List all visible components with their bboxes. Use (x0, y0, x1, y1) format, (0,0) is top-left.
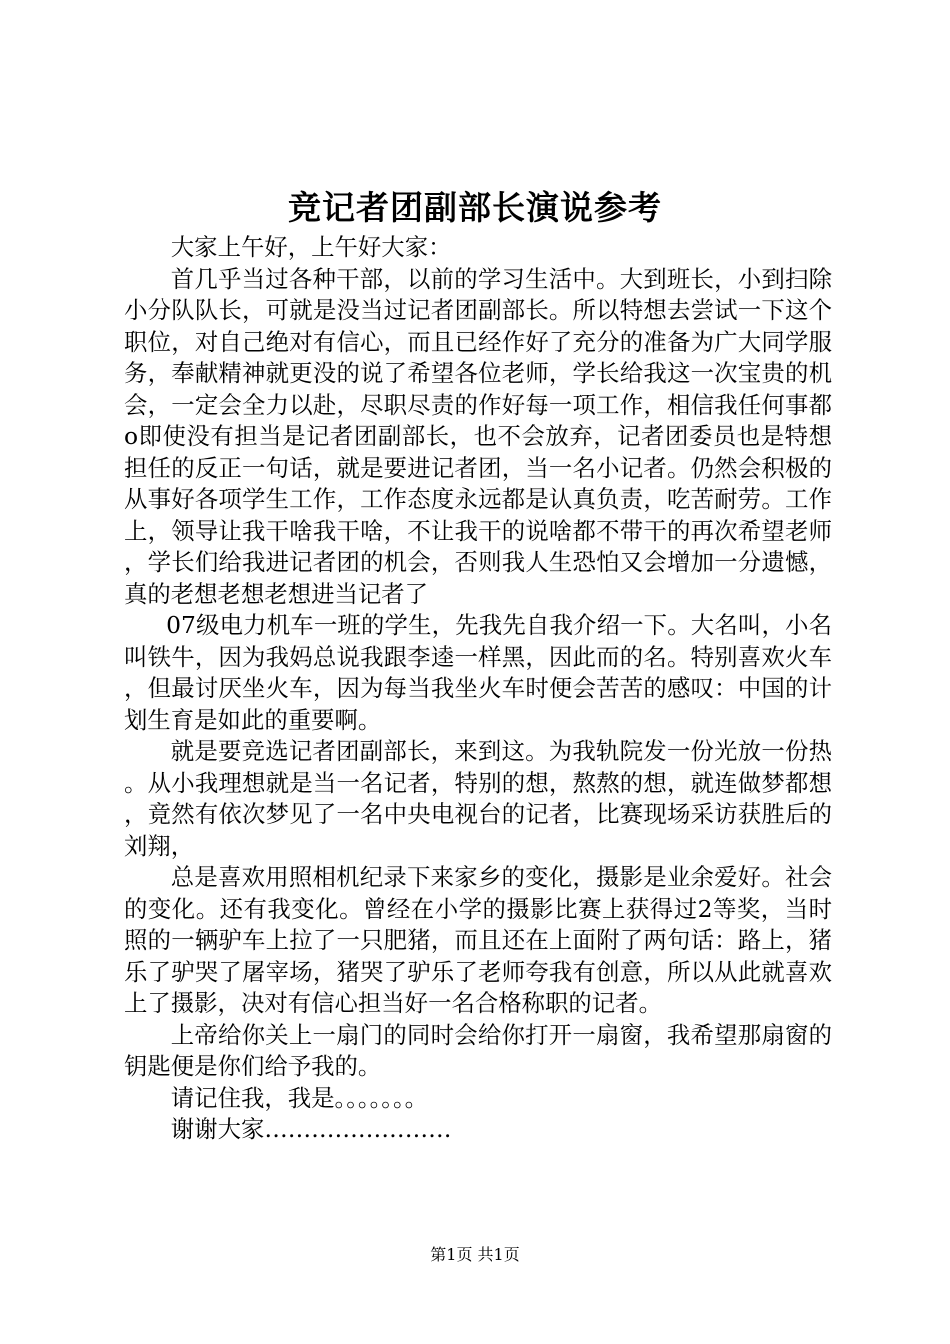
paragraph-introduction: 07级电力机车一班的学生，先我先自我介绍一下。大名叫，小名叫铁牛，因为我妈总说我跟李逵一样黑，因此而的名。特别喜欢火车，但最讨厌坐火车，因为每当我坐火车时便会苦苦的感叹：中国的计划生育是如此的重要啊。 (124, 611, 832, 734)
paragraph-remember-me: 请记住我，我是。。。。。。。 (170, 1083, 429, 1112)
paragraph-greeting: 大家上午好，上午好大家： (170, 233, 452, 261)
page-title: 竞记者团副部长演说参考 (288, 188, 662, 227)
paragraph-thanks: 谢谢大家…………………… (170, 1115, 452, 1143)
page-footer: 第1页 共1页 (430, 1245, 520, 1264)
paragraph-dream: 就是要竞选记者团副部长，来到这。为我轨院发一份光放一份热。从小我理想就是当一名记者，特别的想，熬熬的想，就连做梦都想，竟然有依次梦见了一名中央电视台的记者，比赛现场采访获胜后的刘翔， (124, 737, 832, 860)
document-body (124, 232, 832, 1146)
paragraph-window: 上帝给你关上一扇门的同时会给你打开一扇窗，我希望那扇窗的钥匙便是你们给予我的。 (124, 1020, 832, 1080)
paragraph-photography: 总是喜欢用照相机纪录下来家乡的变化，摄影是业余爱好。社会的变化。还有我变化。曾经在小学的摄影比赛上获得过2等奖，当时照的一辆驴车上拉了一只肥猪，而且还在上面附了两句话：路上，猪乐了驴哭了屠宰场，猪哭了驴乐了老师夸我有创意，所以从此就喜欢上了摄影，决对有信心担当好一名合格称职的记者。 (124, 863, 832, 1017)
paragraph-motivation: 首几乎当过各种干部，以前的学习生活中。大到班长，小到扫除小分队队长，可就是没当过记者团副部长。所以特想去尝试一下这个职位，对自己绝对有信心，而且已经作好了充分的准备为广大同学服务，奉献精神就更没的说了希望各位老师，学长给我这一次宝贵的机会，一定会全力以赴，尽职尽责的作好每一项工作，相信我任何事都o即使没有担当是记者团副部长，也不会放弃，记者团委员也是特想担任的反正一句话，就是要进记者团，当一名小记者。仍然会积极的从事好各项学生工作，工作态度永远都是认真负责，吃苦耐劳。工作上，领导让我干啥我干啥，不让我干的说啥都不带干的再次希望老师，学长们给我进记者团的机会，否则我人生恐怕又会增加一分遗憾，真的老想老想老想进当记者了 (124, 264, 832, 608)
